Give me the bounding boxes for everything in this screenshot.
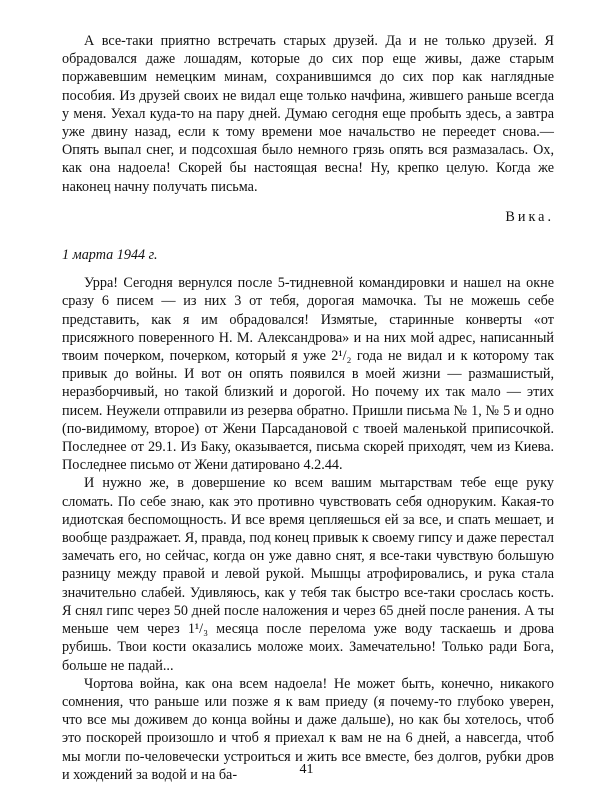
letter2-date: 1 марта 1944 г. bbox=[62, 247, 158, 264]
letter1-signature: Вика. bbox=[505, 208, 554, 225]
letter1-paragraph: А все-таки приятно встречать старых друзей. Да и не только друзей. Я обрадовался даже лошадям, которые до сих пор еще живы, даже старым поржавевшим немецким минам, сохранившимся до сих пор как наглядные пособия. Из друзей своих не видал еще только начфина, жившего раньше всегда у меня. Уехал куда-то на пару дней. Думаю сегодня еще пробыть здесь, а завтра уже двину назад, если к тому времени мое начальство не переедет снова.— Опять выпал снег, и подсохшая было немного грязь опять вся размазалась. Ох, как она надоела! Скорей бы настоящая весна! Ну, крепко целую. Когда же наконец начну получать письма. bbox=[62, 33, 554, 195]
letter2-paragraph-2: И нужно же, в довершение ко всем вашим мытарствам тебе еще руку сломать. По себе знаю, как это противно чувствовать себя одноруким. Какая-то идиотская беспомощность. И все время цепляешься ей за все, и спать мешает, и вообще раздражает. Я, правда, под конец привык к своему гипсу и даже перестал замечать его, но сейчас, когда он уже давно снят, я все-таки чувствую большую разницу между правой и левой рукой. Мышцы атрофировались, и рука стала значительно слабей. Удивляюсь, как у тебя так быстро все-таки срослась кость. Я снял гипс через 50 дней после наложения и через 65 дней после ранения. А ты меньше чем через 1¹/₃ месяца после перелома уже воду таскаешь и дрова рубишь. Твои кости оказались моложе моих. Замечательно! Только ради Бога, больше не падай... bbox=[62, 475, 554, 674]
letter2-paragraph-1: Урра! Сегодня вернулся после 5-тидневной командировки и нашел на окне сразу 6 писем — из них 3 от тебя, дорогая мамочка. Ты не можешь себе представить, как я им обрадовался! Измятые, старинные конверты «от присяжного поверенного Н. М. Александрова» и на них мой адрес, написанный твоим почерком, почерком, который я уже 2¹/₂ года не видал и к которому так привык до войны. И вот он опять появился в моей жизни — размашистый, неразборчивый, но такой близкий и дорогой. Но почему их так мало — этих писем. Неужели отправили из резерва обратно. Пришли письма № 1, № 5 и одно (по-видимому, второе) от Жени Парсадановой с твоей маленькой приписочкой. Последнее от 29.1. Из Баку, оказывается, письма скорей приходят, чем из Киева. Последнее письмо от Жени датировано 4.2.44. bbox=[62, 275, 554, 474]
letter2-paragraph-3: Чортова война, как она всем надоела! Не может быть, конечно, никакого сомнения, что раньше или позже я к вам приеду (я почему-то глубоко уверен, что все мы доживем до конца войны и даже дальше), но как бы хотелось, чтоб это поскорей произошло и чтоб я приехал к вам не на 6 дней, а навсегда, чтоб мы могли по-человечески устроиться и жить все вместе, без долгов, рубки дров и хождений за водой и на ба- bbox=[62, 675, 554, 783]
page-content bbox=[62, 32, 554, 784]
page-number: 41 bbox=[299, 762, 314, 777]
